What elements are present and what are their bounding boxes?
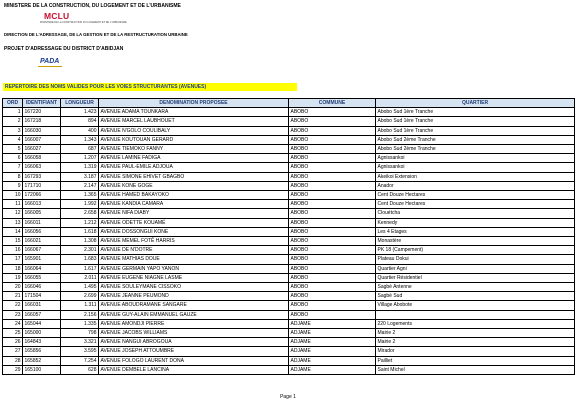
quartier-cell: Abobo Sud 1ère Tranche (376, 117, 575, 126)
ord-cell: 14 (3, 227, 23, 236)
denomination-cell: AVENUE MATHIAS DOUE (99, 255, 289, 264)
table-row (3, 145, 575, 154)
col-header-ord: ORD (3, 99, 23, 108)
longueur-cell: 1.365 (61, 191, 99, 200)
table-row (3, 209, 575, 218)
commune-cell: ABOBO (289, 292, 376, 301)
quartier-cell: Monastère (376, 237, 575, 246)
table-row (3, 310, 575, 319)
col-header-quartier: QUARTIER (376, 99, 575, 108)
longueur-cell: 1.992 (61, 200, 99, 209)
commune-cell: ADJAME (289, 338, 376, 347)
identifiant-cell: 171710 (23, 181, 61, 190)
quartier-cell: 220 Logements (376, 319, 575, 328)
ord-cell: 12 (3, 209, 23, 218)
commune-cell: ABOBO (289, 126, 376, 135)
ord-cell: 13 (3, 218, 23, 227)
identifiant-cell: 166005 (23, 209, 61, 218)
commune-cell: ABOBO (289, 108, 376, 117)
denomination-cell: AVENUE JOSEPH ATTOUMBRE (99, 347, 289, 356)
ord-cell: 15 (3, 237, 23, 246)
denomination-cell: AVENUE HAMED BAKAYOKO (99, 191, 289, 200)
identifiant-cell: 166030 (23, 126, 61, 135)
longueur-cell: 2.699 (61, 292, 99, 301)
longueur-cell: 1.618 (61, 227, 99, 236)
quartier-cell: Mirador (376, 347, 575, 356)
commune-cell: ABOBO (289, 246, 376, 255)
ord-cell: 11 (3, 200, 23, 209)
commune-cell: ABOBO (289, 310, 376, 319)
longueur-cell: 2.156 (61, 310, 99, 319)
ord-cell: 23 (3, 310, 23, 319)
ord-cell: 8 (3, 172, 23, 181)
longueur-cell: 1.335 (61, 319, 99, 328)
table-row (3, 292, 575, 301)
identifiant-cell: 165852 (23, 356, 61, 365)
commune-cell: ABOBO (289, 200, 376, 209)
page-number: Page 1 (280, 394, 296, 400)
avenues-table (2, 98, 575, 375)
commune-cell: ABOBO (289, 163, 376, 172)
ord-cell: 4 (3, 135, 23, 144)
ord-cell: 24 (3, 319, 23, 328)
commune-cell: ABOBO (289, 301, 376, 310)
longueur-cell: 1.212 (61, 218, 99, 227)
identifiant-cell: 166063 (23, 163, 61, 172)
longueur-cell: 1.683 (61, 255, 99, 264)
longueur-cell: 7.254 (61, 356, 99, 365)
commune-cell: ADJAME (289, 356, 376, 365)
table-row (3, 181, 575, 190)
table-row (3, 135, 575, 144)
commune-cell: ABOBO (289, 145, 376, 154)
commune-cell: ABOBO (289, 154, 376, 163)
table-row (3, 329, 575, 338)
identifiant-cell: 166057 (23, 310, 61, 319)
quartier-cell: PK 18 (Campement) (376, 246, 575, 255)
quartier-cell: Agnissankoi (376, 163, 575, 172)
table-row (3, 365, 575, 374)
quartier-cell: Cent Douze Hectares (376, 191, 575, 200)
denomination-cell: AVENUE ABOUDRAMANE SANGARE (99, 301, 289, 310)
identifiant-cell: 166013 (23, 200, 61, 209)
pada-logo: PADA (40, 58, 60, 65)
denomination-cell: AVENUE GUY-ALAIN EMMANUEL GAUZE (99, 310, 289, 319)
longueur-cell: 1.495 (61, 283, 99, 292)
denomination-cell: AVENUE KOUTOUAN GERARD (99, 135, 289, 144)
quartier-cell: Abobo Sud 2ème Tranche (376, 135, 575, 144)
longueur-cell: 1.207 (61, 154, 99, 163)
pada-logo-underline (38, 66, 62, 67)
longueur-cell: 400 (61, 126, 99, 135)
table-row (3, 338, 575, 347)
repertoire-banner: REPERTOIRE DES NOMS VALIDES POUR LES VOIES STRUCTURANTES (AVENUES) (3, 83, 297, 91)
ord-cell: 9 (3, 181, 23, 190)
ord-cell: 16 (3, 246, 23, 255)
identifiant-cell: 166021 (23, 237, 61, 246)
quartier-cell: Quartier Agni (376, 264, 575, 273)
quartier-cell: Clouétcha (376, 209, 575, 218)
ord-cell: 29 (3, 365, 23, 374)
col-header-longueur: LONGUEUR (61, 99, 99, 108)
commune-cell: ABOBO (289, 172, 376, 181)
longueur-cell: 798 (61, 329, 99, 338)
denomination-cell: AVENUE KONE GOGE (99, 181, 289, 190)
quartier-cell: Agnissankoi (376, 154, 575, 163)
table-row (3, 356, 575, 365)
denomination-cell: AVENUE DEMBELE LANCINA (99, 365, 289, 374)
ministry-title: MINISTERE DE LA CONSTRUCTION, DU LOGEMENT ET DE L'URBANISME (4, 3, 181, 9)
longueur-cell: 3.187 (61, 172, 99, 181)
table-row (3, 273, 575, 282)
quartier-cell: Akeikoi Extension (376, 172, 575, 181)
longueur-cell: 1.423 (61, 108, 99, 117)
commune-cell: ABOBO (289, 283, 376, 292)
denomination-cell: AVENUE AMONDJI PIERRE (99, 319, 289, 328)
identifiant-cell: 166011 (23, 218, 61, 227)
commune-cell: ABOBO (289, 273, 376, 282)
commune-cell: ADJAME (289, 365, 376, 374)
commune-cell: ADJAME (289, 329, 376, 338)
identifiant-cell: 167220 (23, 108, 61, 117)
col-header-identifiant: IDENTIFIANT (23, 99, 61, 108)
table-row (3, 227, 575, 236)
ord-cell: 20 (3, 283, 23, 292)
direction-title: DIRECTION DE L'ADRESSAGE, DE LA GESTION ET DE LA RESTRUCTURATION URBAINE (4, 32, 188, 37)
table-row (3, 264, 575, 273)
longueur-cell: 1.308 (61, 237, 99, 246)
commune-cell: ABOBO (289, 209, 376, 218)
longueur-cell: 894 (61, 117, 99, 126)
quartier-cell: Quartier Résidentiel (376, 273, 575, 282)
identifiant-cell: 166067 (23, 246, 61, 255)
commune-cell: ABOBO (289, 135, 376, 144)
longueur-cell: 628 (61, 365, 99, 374)
identifiant-cell: 166027 (23, 145, 61, 154)
commune-cell: ADJAME (289, 347, 376, 356)
commune-cell: ABOBO (289, 227, 376, 236)
quartier-cell: Anador (376, 181, 575, 190)
quartier-cell: Sagbé Sud (376, 292, 575, 301)
denomination-cell: AVENUE EUGENE NIAGNE LASME (99, 273, 289, 282)
denomination-cell: AVENUE MEMEL FOTÊ HARRIS (99, 237, 289, 246)
identifiant-cell: 167293 (23, 172, 61, 181)
table-row (3, 108, 575, 117)
table-row (3, 347, 575, 356)
ord-cell: 26 (3, 338, 23, 347)
quartier-cell: Cent Douze Hectares (376, 200, 575, 209)
identifiant-cell: 165000 (23, 329, 61, 338)
identifiant-cell: 166007 (23, 135, 61, 144)
denomination-cell: AVENUE KANDIA CAMARA (99, 200, 289, 209)
table-row (3, 154, 575, 163)
table-row (3, 172, 575, 181)
quartier-cell: Abobo Sud 2ème Tranche (376, 145, 575, 154)
table-row (3, 283, 575, 292)
ord-cell: 2 (3, 117, 23, 126)
longueur-cell: 2.011 (61, 273, 99, 282)
identifiant-cell: 165901 (23, 255, 61, 264)
table-row (3, 319, 575, 328)
commune-cell: ABOBO (289, 264, 376, 273)
table-row (3, 163, 575, 172)
quartier-cell: Abobo Sud 1ère Tranche (376, 108, 575, 117)
table-body (3, 108, 575, 375)
ord-cell: 7 (3, 163, 23, 172)
denomination-cell: AVENUE ODETTE KOUAMÉ (99, 218, 289, 227)
denomination-cell: AVENUE SOULEYMANE CISSOKO (99, 283, 289, 292)
quartier-cell: Mairie 2 (376, 338, 575, 347)
quartier-cell: Abobo Sud 1ère Tranche (376, 126, 575, 135)
commune-cell: ABOBO (289, 191, 376, 200)
table-row (3, 191, 575, 200)
ord-cell: 1 (3, 108, 23, 117)
commune-cell: ABOBO (289, 237, 376, 246)
ord-cell: 22 (3, 301, 23, 310)
denomination-cell: AVENUE N'GOLO COULIBALY (99, 126, 289, 135)
quartier-cell: Plateau Dokui (376, 255, 575, 264)
identifiant-cell: 166064 (23, 264, 61, 273)
quartier-cell (376, 310, 575, 319)
denomination-cell: AVENUE SIMONE EHIVET GBAGBO (99, 172, 289, 181)
ord-cell: 6 (3, 154, 23, 163)
commune-cell: ADJAME (289, 319, 376, 328)
identifiant-cell: 166058 (23, 154, 61, 163)
quartier-cell: Saint Michel (376, 365, 575, 374)
longueur-cell: 3.595 (61, 347, 99, 356)
longueur-cell: 2.147 (61, 181, 99, 190)
ord-cell: 19 (3, 273, 23, 282)
denomination-cell: AVENUE ADAMA TOUNKARA (99, 108, 289, 117)
quartier-cell: Village Abobote (376, 301, 575, 310)
identifiant-cell: 165044 (23, 319, 61, 328)
denomination-cell: AVENUE PAUL-EMILE ADJOUA (99, 163, 289, 172)
denomination-cell: AVENUE NANGUI ABROGOUA (99, 338, 289, 347)
ord-cell: 27 (3, 347, 23, 356)
denomination-cell: AVENUE DOSSONGUI KONE (99, 227, 289, 236)
identifiant-cell: 171504 (23, 292, 61, 301)
identifiant-cell: 167218 (23, 117, 61, 126)
ord-cell: 25 (3, 329, 23, 338)
longueur-cell: 2.301 (61, 246, 99, 255)
longueur-cell: 3.321 (61, 338, 99, 347)
logo-subtext: MINISTERE DE LA CONSTRUCTION DU LOGEMENT ET DE L'URBANISME (40, 21, 127, 24)
denomination-cell: AVENUE MARCEL LAUBHOUET (99, 117, 289, 126)
quartier-cell: Mairie 2 (376, 329, 575, 338)
table-row (3, 126, 575, 135)
table-row (3, 246, 575, 255)
commune-cell: ABOBO (289, 181, 376, 190)
identifiant-cell: 166055 (23, 273, 61, 282)
identifiant-cell: 165856 (23, 347, 61, 356)
denomination-cell: AVENUE JACOBS WILLIAMS (99, 329, 289, 338)
quartier-cell: Sagbé Antenne (376, 283, 575, 292)
mclu-logo (40, 10, 127, 26)
commune-cell: ABOBO (289, 117, 376, 126)
ord-cell: 18 (3, 264, 23, 273)
ord-cell: 5 (3, 145, 23, 154)
longueur-cell: 1.343 (61, 135, 99, 144)
commune-cell: ABOBO (289, 255, 376, 264)
table-row (3, 200, 575, 209)
denomination-cell: AVENUE JEANNE PEUMOND (99, 292, 289, 301)
longueur-cell: 1.617 (61, 264, 99, 273)
table-row (3, 117, 575, 126)
ord-cell: 17 (3, 255, 23, 264)
logo-text: MCLU (44, 11, 70, 21)
identifiant-cell: 164843 (23, 338, 61, 347)
ord-cell: 3 (3, 126, 23, 135)
longueur-cell: 1.311 (61, 301, 99, 310)
ord-cell: 28 (3, 356, 23, 365)
identifiant-cell: 165100 (23, 365, 61, 374)
longueur-cell: 1.319 (61, 163, 99, 172)
identifiant-cell: 166046 (23, 283, 61, 292)
denomination-cell: AVENUE LAMINE FADIGA (99, 154, 289, 163)
table-row (3, 301, 575, 310)
quartier-cell: Pailliet (376, 356, 575, 365)
longueur-cell: 2.658 (61, 209, 99, 218)
table-row (3, 218, 575, 227)
table-header-row (3, 99, 575, 108)
ord-cell: 10 (3, 191, 23, 200)
denomination-cell: AVENUE DE N'DOTRE (99, 246, 289, 255)
project-title: PROJET D'ADRESSAGE DU DISTRICT D'ABIDJAN (4, 46, 124, 52)
denomination-cell: AVENUE NIFA DIABY (99, 209, 289, 218)
denomination-cell: AVENUE FOLOGO LAURENT DONA (99, 356, 289, 365)
identifiant-cell: 166056 (23, 227, 61, 236)
identifiant-cell: 166031 (23, 301, 61, 310)
col-header-commune: COMMUNE (289, 99, 376, 108)
commune-cell: ABOBO (289, 218, 376, 227)
denomination-cell: AVENUE GERMAIN YAPO YANON (99, 264, 289, 273)
longueur-cell: 687 (61, 145, 99, 154)
identifiant-cell: 172066 (23, 191, 61, 200)
table-row (3, 237, 575, 246)
table-row (3, 255, 575, 264)
denomination-cell: AVENUE TIEMOKO FANNY (99, 145, 289, 154)
ord-cell: 21 (3, 292, 23, 301)
col-header-denomination: DENOMINATION PROPOSEE (99, 99, 289, 108)
quartier-cell: Kennedy (376, 218, 575, 227)
quartier-cell: Les 4 Etages (376, 227, 575, 236)
